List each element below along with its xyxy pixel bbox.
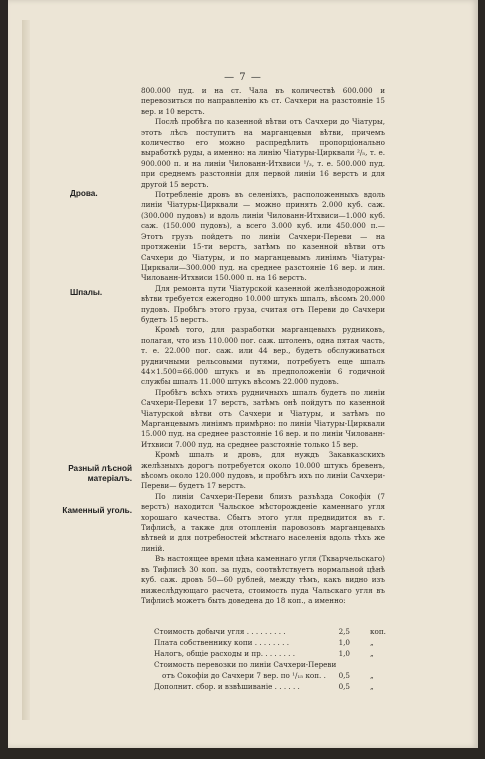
- side-label-drova: Дрова.: [70, 189, 98, 198]
- paragraph: Послѣ пробѣга по казенной вѣтви отъ Сачхери до Чіатуры, этотъ лѣсъ поступитъ на марганцевыя вѣтви, причемъ количество его можно распредѣлить пропорціонально выработкѣ руды, а именно: на линію Чіатуры-Цирквали ²/₅, т. е. 900.000 п. и на линіи Чилованн-Итхвиси ¹/₃, т. е. 500.000 пуд. при среднемъ разстояніи для первой линіи 16 верстъ и для другой 15 верстъ.: [141, 117, 385, 189]
- side-label-shpaly: Шпалы.: [70, 288, 103, 297]
- paragraph: Для ремонта пути Чіатурской казенной желѣзнодорожной вѣтви требуется ежегодно 10.000 штукъ шпалъ, вѣсомъ 20.000 пудовъ. Пробѣгъ этого груза, считая отъ Переви до Сачхери будетъ 15 верстъ.: [141, 283, 385, 324]
- cost-label: Стоимость добычи угля . . . . . . . . .: [154, 627, 286, 636]
- paragraph: Потребленіе дровъ въ селеніяхъ, расположенныхъ вдоль линіи Чіатуры-Цирквали — можно принять 2.000 куб. саж. (300.000 пудовъ) и вдоль линіи Чилованн-Итхвиси—1.000 куб. саж. (150.000 пудовъ), а всего 3.000 куб. или 450.000 п.— Этотъ грузъ пойдетъ по линіи Сачхери-Переви — на протяженіи 15-ти верстъ, затѣмъ по казенной вѣтви отъ Сачхери до Чіатуры, и по марганцевымъ линіямъ Чіатуры-Цирквали—300.000 пуд. на среднее разстояніе 16 вер. и лин. Чилованн-Итхвиси 150.000 п. на 16 верстъ.: [141, 190, 385, 283]
- cost-unit: „: [370, 671, 374, 680]
- cost-unit: „: [370, 638, 374, 647]
- cost-row: [154, 637, 384, 648]
- paragraph: Кромѣ того, для разработки марганцевыхъ рудниковъ, полагая, что изъ 110.000 пог. саж. штоленъ, одна пятая часть, т. е. 22.000 пог. саж. или 44 вер., будетъ обслуживаться рудничными рельсовыми путями, потребуетъ еще шпалъ 44×1.500=66.000 штукъ и въ предположеніи 6 годичной службы шпалъ 11.000 штукъ вѣсомъ 22.000 пудовъ.: [141, 325, 385, 387]
- paragraph: 800.000 пуд. и на ст. Чала въ количествѣ 600.000 и перевозиться по направленію къ ст. Сачхери на разстояніе 15 вер. и 10 верстъ.: [141, 86, 385, 116]
- cost-label: отъ Сокофіи до Сачхери 7 вер. по ¹/₁₅ коп. .: [162, 671, 326, 680]
- cost-row: [154, 670, 384, 681]
- paragraph: По линіи Сачхери-Переви близъ разъѣзда Сокофія (7 верстъ) находится Чальское мѣсторожденіе каменнаго угля хорошаго качества. Сбытъ этого угля предвидится въ г. Тифлисѣ, а также для отопленія паровозовъ марганцевыхъ вѣтвей и для потребностей мѣстнаго населенія вдоль тѣхъ же линій.: [141, 491, 385, 553]
- paragraph: Пробѣгъ всѣхъ этихъ рудничныхъ шпалъ будетъ по линіи Сачхери-Переви 17 верстъ, затѣмъ онѣ пойдутъ по казенной Чіатурской вѣтви отъ Сачхери и Чіатуры, и затѣмъ по Марганцевымъ линіямъ примѣрно: по линіи Чіатуры-Цирквали 15.000 пуд. на среднее разстояніе 16 вер. и по линіи Чилованн-Итхвиси 7.000 пуд. на среднее разстояніе только 15 вер.: [141, 387, 385, 449]
- cost-value: 1,0: [338, 649, 350, 658]
- body-text: [141, 86, 385, 606]
- cost-unit: „: [370, 682, 374, 691]
- side-label-raznyi: Разный лѣсной матеріалъ.: [68, 464, 132, 483]
- cost-label: Налогъ, общіе расходы и пр. . . . . . . .: [154, 649, 295, 658]
- cost-label: Стоимость перевозки по линіи Сачхери-Переви: [154, 660, 337, 669]
- cost-value: 0,5: [338, 671, 350, 680]
- paragraph: Въ настоящее время цѣна каменнаго угля (Ткварчельскаго) въ Тифлисѣ 30 коп. за пудъ, соотвѣтствуетъ нормальной цѣнѣ куб. саж. дровъ 50—60 рублей, между тѣмъ, какъ видно изъ нижеслѣдующаго расчета, стоимость пуда Чальскаго угля въ Тифлисѣ можетъ быть доведена до 18 коп., а именно:: [141, 554, 385, 605]
- cost-value: 2,5: [338, 627, 350, 636]
- book-page: [8, 0, 478, 748]
- cost-unit: „: [370, 649, 374, 658]
- cost-unit: коп.: [370, 627, 386, 636]
- cost-row: [154, 648, 384, 659]
- cost-value: 0,5: [338, 682, 350, 691]
- page-number: — 7 —: [224, 72, 262, 83]
- cost-label: Плата собственнику копи . . . . . . . .: [154, 638, 289, 647]
- cost-row: [154, 659, 384, 670]
- cost-value: [350, 659, 370, 670]
- side-label-ugol: Каменный уголь.: [62, 506, 132, 515]
- cost-row: [154, 681, 384, 692]
- cost-value: 1,0: [338, 638, 350, 647]
- cost-row: [154, 626, 384, 637]
- paragraph: Кромѣ шпалъ и дровъ, для нуждъ Закавказскихъ желѣзныхъ дорогъ потребуется около 10.000 штукъ бревенъ, вѣсомъ около 120.000 пудовъ, и пробѣгъ ихъ по линіи Сачхери-Переви— будетъ 17 верстъ.: [141, 450, 385, 491]
- cost-table: [154, 626, 384, 692]
- cost-unit: [370, 659, 384, 670]
- cost-label: Дополнит. сбор. и взвѣшиваніе . . . . . .: [154, 682, 300, 691]
